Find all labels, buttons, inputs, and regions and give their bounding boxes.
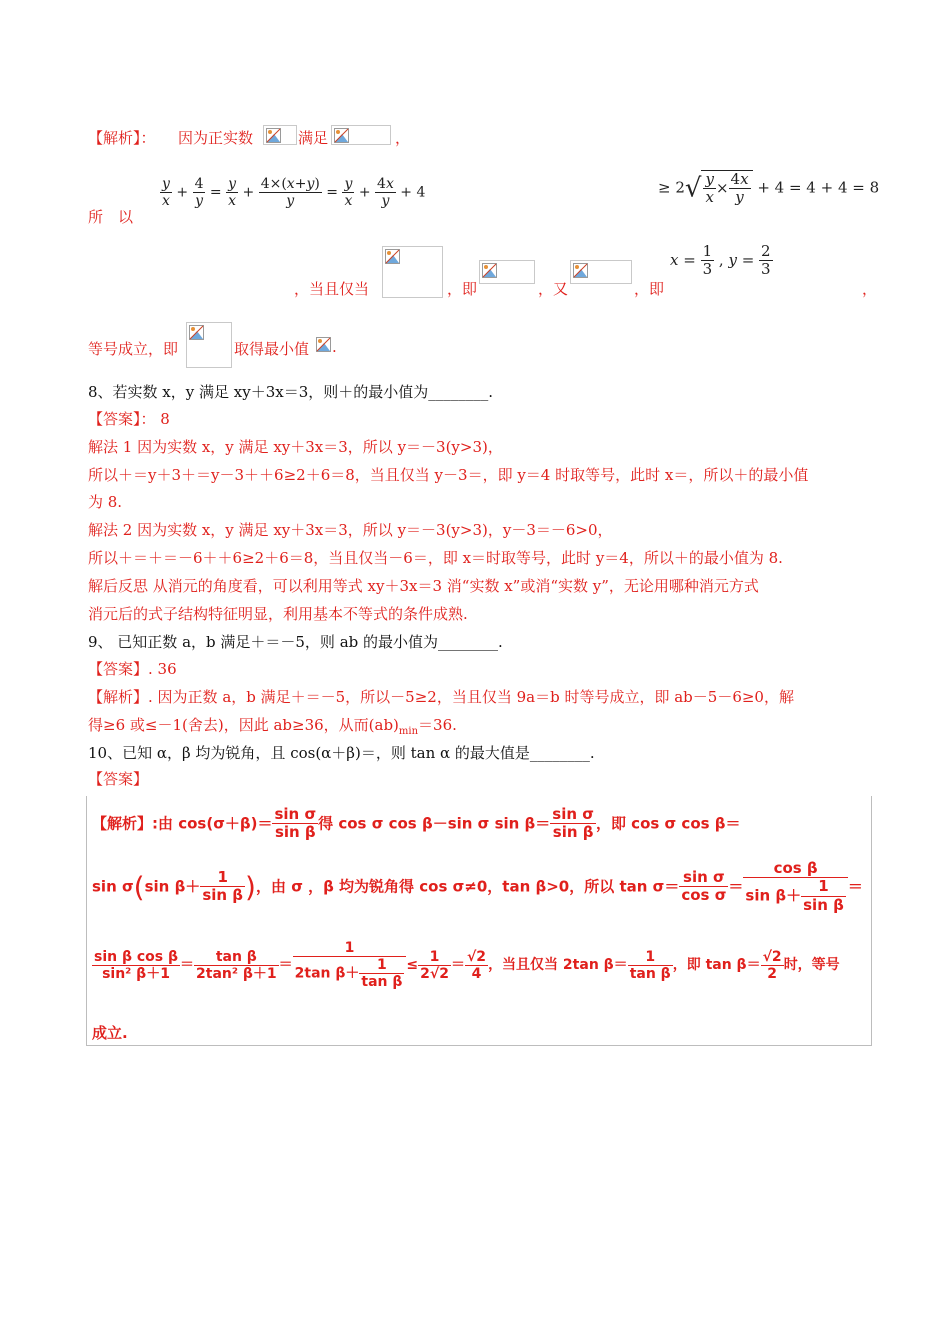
analysis-line	[88, 714, 457, 737]
text-line: ，即	[447, 280, 478, 298]
xy-values-image: x = $\frac{1}{3}$ , y = $\frac{2}{3}$	[670, 242, 771, 279]
equation-image-right: ≥ 2√ $\frac{y}{x}$ × $\frac{4x}{y}$ + 4 = 4 + 4 = 8	[658, 170, 880, 207]
jiexi-tag: 【解析】：	[88, 129, 156, 147]
question-9-stem: 9、 已知正数 a，b 满足＋＝－5，则 ab 的最小值为________.	[88, 633, 503, 651]
fraction: $\frac{1}{\text{sin β}}$	[202, 868, 244, 905]
fraction: $\frac{\text{sin σ}}{\text{sin β}}$	[274, 805, 317, 842]
analysis-row-3: $\frac{\text{sin β cos β}}{\text{sin² β＋1}}$ ＝ $\frac{\text{tan β}}{\text{2tan² β＋1}}$ ＝ 1 2tan β＋ $\frac{1}{\text{tan β}}$ ≤ $\frac{1}{2√2}$ ＝ $\frac{√2}{4}$ ，当且仅当 2tan β＝ $\frac{1}{\text{tan β}}$ ，即 tan β＝ $\frac{√2}{2}$ 时，等号	[94, 940, 840, 991]
answer-8: 【答案】： 8	[88, 410, 170, 428]
text-line: ，	[862, 280, 878, 298]
fraction: $\frac{\text{sin σ}}{\text{sin β}}$	[552, 805, 594, 842]
answer-9: 【答案】. 36	[88, 660, 177, 678]
text-line: .	[332, 338, 337, 356]
analysis-text: 因为正数 a，b 满足＋＝－5，所以－5≥2，当且仅当 9a＝b 时等号成立，即 ab－5－6≥0，解	[152, 688, 794, 706]
solution-line: 解法 2 因为实数 x，y 满足 xy＋3x＝3，所以 y＝－3(y>3)，y－3＝－6>0，	[88, 521, 613, 539]
broken-image-icon	[316, 337, 332, 355]
question-8-stem: 8、若实数 x，y 满足 xy＋3x＝3，则＋的最小值为________.	[88, 383, 494, 401]
text-line: 满足	[298, 129, 329, 147]
broken-image-icon	[186, 322, 232, 368]
analysis-text: ＝36.	[418, 716, 457, 734]
solution-line: 所以＋＝y＋3＋＝y－3＋＋6≥2＋6＝8，当且仅当 y－3＝，即 y＝4 时取等号，此时 x＝，所以＋的最小值	[88, 466, 809, 484]
broken-image-icon	[570, 260, 632, 284]
analysis-text: ，即 cos σ cos β＝	[595, 814, 741, 833]
fraction: cos β sin β＋ $\frac{1}{\text{sin β}}$	[743, 860, 847, 914]
jiexi-tag: 【解析】:	[92, 814, 158, 833]
text-line: 因为正实数	[178, 129, 254, 147]
broken-image-icon	[382, 246, 443, 298]
analysis-row-2: sin σ(sin β＋ $\frac{1}{\text{sin β}}$ )，由 σ ，β 均为锐角得 cos σ≠0，tan β>0，所以 tan σ＝ $\frac{\text{sin σ}}{\text{cos σ}}$ ＝ cos β sin β＋ $\frac{1}{\text{sin β}}$ ＝	[92, 859, 863, 914]
analysis-row-1	[92, 806, 741, 842]
subscript-min: min	[398, 726, 419, 737]
question-10-stem: 10、已知 α，β 均为锐角，且 cos(α＋β)＝，则 tan α 的最大值是________.	[88, 744, 595, 762]
solution-line: 为 8.	[88, 493, 123, 511]
text-line: ，即	[634, 280, 665, 298]
analysis-text: ，即 tan β＝	[672, 957, 761, 974]
fraction: $\frac{\text{sin β cos β}}{\text{sin² β＋1}}$	[94, 948, 179, 982]
suoyi-label: 所 以	[88, 208, 134, 226]
analysis-text: ＝	[728, 877, 744, 896]
text-line: ，当且仅当	[294, 280, 370, 298]
analysis-text: sin σ	[92, 877, 134, 896]
broken-image-icon	[331, 125, 391, 145]
fraction: $\frac{1}{2√2}$	[420, 948, 449, 982]
solution-line: 消元后的式子结构特征明显，利用基本不等式的条件成熟.	[88, 605, 468, 623]
broken-image-icon	[479, 260, 535, 284]
text-line: ，	[395, 129, 411, 147]
analysis-text: ，当且仅当 2tan β＝	[488, 957, 628, 974]
solution-line: 解后反思 从消元的角度看，可以利用等式 xy＋3x＝3 消“实数 x”或消“实数 y”，无论用哪种消元方式	[88, 577, 759, 595]
fraction: $\frac{√2}{2}$	[762, 948, 782, 982]
fraction: $\frac{√2}{4}$	[466, 948, 487, 982]
text-line: 等号成立，即	[88, 340, 179, 358]
analysis-text: ＝	[847, 877, 863, 896]
analysis-text: ，由 σ ，β 均为锐角得 cos σ≠0，tan β>0，所以 tan σ＝	[255, 877, 680, 896]
solution-line: 解法 1 因为实数 x，y 满足 xy＋3x＝3，所以 y＝－3(y>3)，	[88, 438, 503, 456]
analysis-row-4: 成立.	[92, 1024, 128, 1042]
fraction: 1 2tan β＋ $\frac{1}{\text{tan β}}$	[293, 940, 407, 990]
fraction: $\frac{\text{tan β}}{\text{2tan² β＋1}}$	[196, 948, 277, 982]
analysis-text: 时，等号	[783, 957, 840, 974]
jiexi-tag: 【解析】.	[88, 688, 153, 706]
solution-line: 所以＋＝＋＝－6＋＋6≥2＋6＝8，当且仅当－6＝，即 x＝时取等号，此时 y＝4，所以＋的最小值为 8.	[88, 549, 783, 567]
fraction: $\frac{1}{\text{tan β}}$	[629, 948, 671, 982]
answer-10: 【答案】	[88, 770, 149, 788]
analysis-text: 得 cos σ cos β－sin σ sin β＝	[318, 814, 551, 833]
broken-image-icon	[263, 125, 297, 145]
analysis-text: sin β＋	[144, 877, 201, 896]
analysis-text: 由 cos(σ＋β)＝	[158, 814, 273, 833]
analysis-text: 得≥6 或≤－1(舍去)，因此 ab≥36，从而(ab)	[88, 716, 399, 734]
fraction: $\frac{\text{sin σ}}{\text{cos σ}}$	[681, 868, 727, 905]
equation-image-left: $\frac{y}{x}$ + $\frac{4}{y}$ = $\frac{y}{x}$ + $\frac{4\times(x+y)}{y}$ = $\frac{y}{x}$ + $\frac{4x}{y}$ + 4	[162, 176, 426, 210]
analysis-line	[88, 686, 794, 707]
text-line: 取得最小值	[234, 340, 310, 358]
text-line: ，又	[538, 280, 569, 298]
